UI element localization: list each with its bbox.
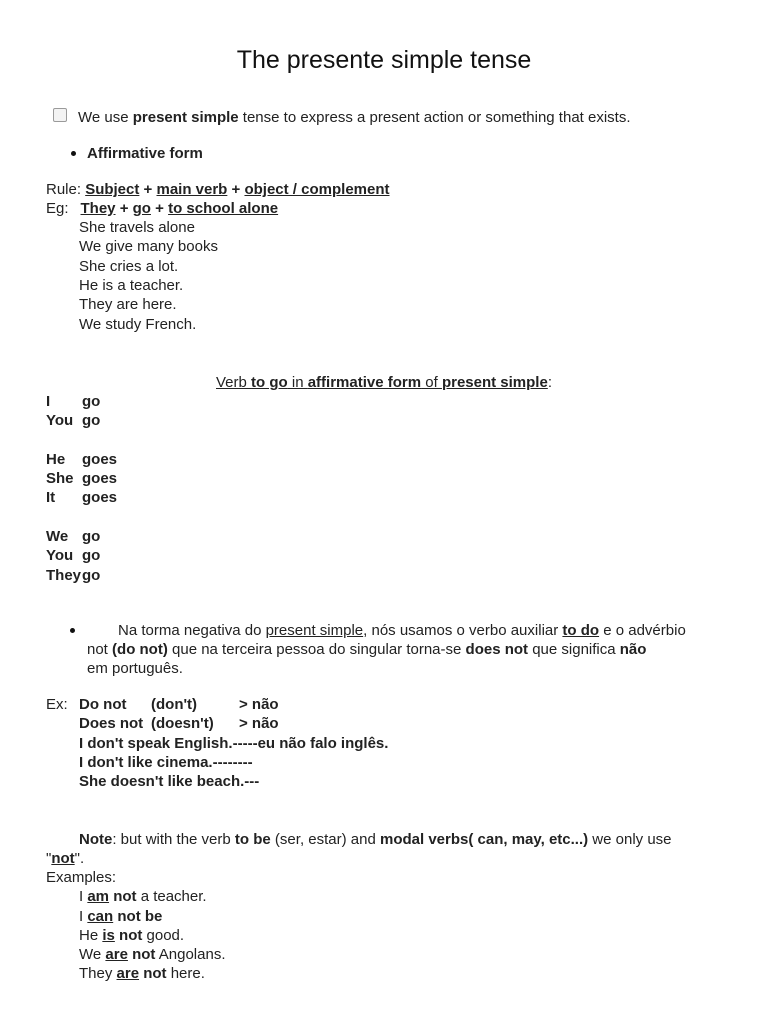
rule-main-verb: main verb bbox=[156, 181, 228, 198]
neg-example-rest: good. bbox=[142, 927, 185, 944]
verb-form: go bbox=[82, 393, 101, 410]
conj-heading-b2: affirmative form bbox=[307, 374, 422, 391]
eg-rest: to school alone bbox=[168, 200, 279, 217]
note-label: Note bbox=[79, 831, 113, 848]
bullet-icon bbox=[71, 151, 76, 156]
negative-note-nao: não bbox=[619, 641, 647, 658]
neg-example-verb: is bbox=[102, 927, 115, 944]
ex-dont: (don't) bbox=[151, 696, 198, 713]
negative-example bbox=[79, 926, 184, 945]
eg-line bbox=[46, 199, 278, 218]
conj-heading-p2: in bbox=[287, 374, 308, 391]
neg-example-rest: here. bbox=[166, 965, 205, 982]
pronoun: They bbox=[46, 567, 82, 584]
ex-sentence-text: I don't speak English.-----eu não falo inglês. bbox=[79, 735, 389, 752]
ex-sentence bbox=[79, 772, 259, 791]
ex-do-not: Do not bbox=[79, 696, 127, 713]
rule-line bbox=[46, 180, 390, 199]
conjugation-row bbox=[46, 527, 100, 546]
eg-plus-2: + bbox=[150, 200, 169, 217]
note-line-1 bbox=[79, 830, 672, 849]
conjugation-row bbox=[46, 469, 117, 488]
intro-suffix: tense to express a present action or something that exists. bbox=[238, 109, 631, 126]
neg-example-not: not bbox=[139, 965, 167, 982]
neg-example-subject: I bbox=[79, 908, 88, 925]
pronoun: You bbox=[46, 412, 74, 429]
conj-heading-b1: to go bbox=[251, 374, 288, 391]
ex-sentence bbox=[79, 734, 388, 753]
affirmative-heading bbox=[87, 144, 203, 163]
conjugation-row bbox=[46, 392, 100, 411]
neg-example-rest: Angolans. bbox=[155, 946, 226, 963]
conj-heading-p1: Verb bbox=[216, 374, 252, 391]
pronoun: She bbox=[46, 470, 74, 487]
negative-note-text: que na terceira pessoa do singular torna-se bbox=[167, 641, 466, 658]
ex-does-not: Does not bbox=[79, 715, 144, 732]
examples-label: Examples: bbox=[46, 869, 117, 886]
pronoun: You bbox=[46, 547, 74, 564]
negative-note-text: not bbox=[87, 641, 113, 658]
rule-object: object / complement bbox=[244, 181, 390, 198]
pronoun: We bbox=[46, 528, 69, 545]
ex-sentence bbox=[79, 753, 253, 772]
conj-heading-p4: : bbox=[547, 374, 552, 391]
ex-sentence-text: She doesn't like beach.--- bbox=[79, 773, 260, 790]
conj-heading-b3: present simple bbox=[441, 374, 548, 391]
conjugation-row bbox=[46, 566, 100, 585]
verb-form: go bbox=[82, 412, 101, 429]
neg-example-verb: can bbox=[87, 908, 114, 925]
conjugation-row bbox=[46, 546, 100, 565]
pronoun: I bbox=[46, 393, 51, 410]
neg-example-subject: We bbox=[79, 946, 106, 963]
negative-note-text: Na torma negativa do bbox=[118, 622, 266, 639]
rule-label: Rule: bbox=[46, 181, 86, 198]
example-line: We give many books bbox=[79, 238, 218, 255]
verb-form: goes bbox=[82, 470, 118, 487]
verb-form: goes bbox=[82, 451, 118, 468]
note-text: : but with the verb bbox=[112, 831, 235, 848]
example-line: We study French. bbox=[79, 316, 197, 333]
eg-they: They bbox=[80, 200, 116, 217]
negative-note-present-simple: present simple bbox=[265, 622, 364, 639]
negative-example bbox=[79, 945, 226, 964]
ex-doesnt: (doesn't) bbox=[151, 715, 214, 732]
negative-note-does-not: does not bbox=[465, 641, 529, 658]
negative-note-do-not: (do not) bbox=[112, 641, 168, 658]
negative-note-line-3: em português. bbox=[87, 660, 183, 677]
eg-plus-1: + bbox=[115, 200, 133, 217]
verb-form: go bbox=[82, 567, 101, 584]
negative-note-text: , nós usamos o verbo auxiliar bbox=[363, 622, 563, 639]
ex-sentence-text: I don't like cinema.-------- bbox=[79, 754, 253, 771]
ex-row-1 bbox=[46, 695, 279, 714]
conjugation-heading bbox=[0, 373, 768, 392]
document-title: The presente simple tense bbox=[236, 46, 532, 74]
neg-example-verb: are bbox=[116, 965, 140, 982]
note-line-2 bbox=[46, 849, 84, 868]
neg-example-verb: am bbox=[87, 888, 110, 905]
note-text: we only use bbox=[588, 831, 672, 848]
verb-form: go bbox=[82, 528, 101, 545]
conjugation-row bbox=[46, 411, 100, 430]
checkbox-icon[interactable] bbox=[53, 108, 67, 122]
neg-example-not: not bbox=[127, 946, 156, 963]
rule-plus-1: + bbox=[139, 181, 157, 198]
note-quote: ". bbox=[74, 850, 85, 867]
pronoun: It bbox=[46, 489, 56, 506]
ex-nao: > não bbox=[239, 696, 279, 713]
eg-go: go bbox=[132, 200, 151, 217]
ex-label: Ex: bbox=[46, 696, 68, 713]
negative-note-line-2 bbox=[87, 640, 646, 659]
neg-example-subject: He bbox=[79, 927, 103, 944]
bullet-icon bbox=[70, 628, 75, 633]
neg-example-verb: are bbox=[105, 946, 128, 963]
intro-bold: present simple bbox=[132, 109, 239, 126]
negative-note-to-do: to do bbox=[562, 622, 600, 639]
example-line: She cries a lot. bbox=[79, 258, 179, 275]
pronoun: He bbox=[46, 451, 66, 468]
negative-example bbox=[79, 964, 205, 983]
note-text: (ser, estar) and bbox=[270, 831, 380, 848]
note-modal-verbs: modal verbs( can, may, etc...) bbox=[379, 831, 589, 848]
ex-nao: > não bbox=[239, 715, 279, 732]
neg-example-subject: They bbox=[79, 965, 117, 982]
negative-note-text: que significa bbox=[528, 641, 620, 658]
conj-heading-p3: of bbox=[421, 374, 442, 391]
verb-form: go bbox=[82, 547, 101, 564]
rule-plus-2: + bbox=[227, 181, 245, 198]
ex-row-2 bbox=[79, 714, 279, 733]
conjugation-row bbox=[46, 450, 117, 469]
negative-example bbox=[79, 907, 162, 926]
intro-prefix: We use bbox=[78, 109, 133, 126]
negative-note-line-1 bbox=[118, 621, 686, 640]
neg-example-subject: I bbox=[79, 888, 88, 905]
affirmative-heading-text: Affirmative form bbox=[87, 145, 203, 162]
example-line: She travels alone bbox=[79, 219, 195, 236]
note-not: not bbox=[51, 850, 75, 867]
neg-example-not: not bbox=[109, 888, 137, 905]
negative-note-text: e o advérbio bbox=[599, 622, 686, 639]
neg-example-not: not bbox=[114, 927, 143, 944]
note-to-be: to be bbox=[234, 831, 271, 848]
negative-example bbox=[79, 887, 207, 906]
neg-example-not: not be bbox=[113, 908, 163, 925]
intro-line bbox=[78, 108, 631, 127]
example-line: He is a teacher. bbox=[79, 277, 184, 294]
eg-label: Eg: bbox=[46, 200, 69, 217]
neg-example-rest: a teacher. bbox=[136, 888, 207, 905]
note-quote: " bbox=[46, 850, 52, 867]
conjugation-row bbox=[46, 488, 117, 507]
verb-form: goes bbox=[82, 489, 118, 506]
rule-subject: Subject bbox=[85, 181, 140, 198]
example-line: They are here. bbox=[79, 296, 177, 313]
